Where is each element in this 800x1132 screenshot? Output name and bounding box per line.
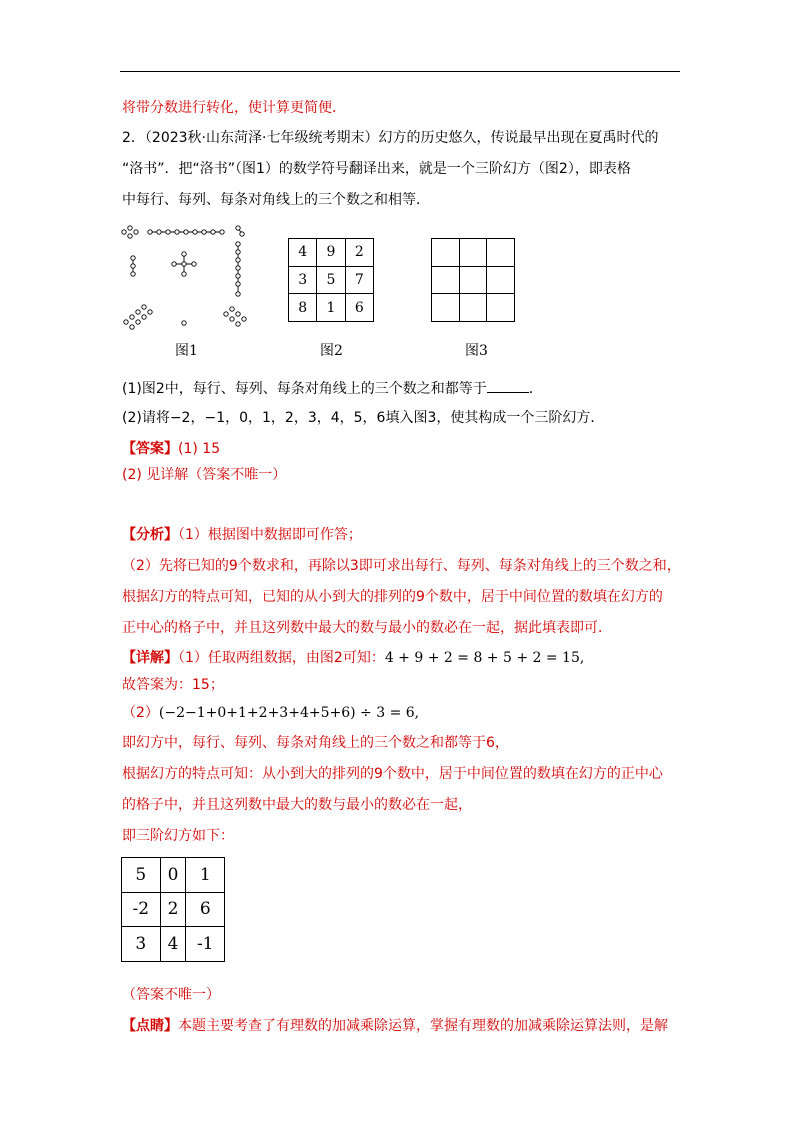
sub-question-1-text: (1)图2中，每行、每列、每条对角线上的三个数之和都等于 xyxy=(122,381,487,397)
sub-question-1 xyxy=(122,378,543,399)
table-cell xyxy=(459,239,487,267)
table-cell: 3 xyxy=(122,927,161,962)
detail-text-7: 即三阶幻方如下： xyxy=(122,828,234,844)
intro-line: 将带分数进行转化，使计算更简便． xyxy=(122,100,346,116)
table-cell: -2 xyxy=(122,892,161,927)
question-line-2: “洛书”．把“洛书”（图1）的数学符号翻译出来，就是一个三阶幻方（图2），即表格 xyxy=(122,161,631,177)
table-cell xyxy=(459,266,487,294)
figure-3-empty-grid xyxy=(431,238,515,322)
figure-1-caption: 图1 xyxy=(175,343,198,359)
table-cell xyxy=(487,266,515,294)
table-cell xyxy=(432,294,460,322)
detail-tag: 【详解】 xyxy=(122,650,178,666)
result-magic-square xyxy=(121,857,225,962)
table-row xyxy=(289,294,374,322)
table-cell: 1 xyxy=(317,294,345,322)
header-rule xyxy=(120,71,680,72)
table-cell: 2 xyxy=(345,239,373,267)
detail-text-4: 即幻方中，每行、每列、每条对角线上的三个数之和都等于6， xyxy=(122,735,509,751)
analysis-tag: 【分析】 xyxy=(122,527,178,543)
table-cell xyxy=(432,266,460,294)
table-cell: 4 xyxy=(289,239,317,267)
table-row xyxy=(432,266,515,294)
answer-blank xyxy=(487,378,529,393)
question-line-3: 中每行、每列、每条对角线上的三个数之和相等． xyxy=(122,192,430,208)
table-cell xyxy=(432,239,460,267)
table-cell xyxy=(487,239,515,267)
question-number: 2． xyxy=(122,130,145,146)
answer-tag: 【答案】 xyxy=(122,441,178,457)
table-cell: 1 xyxy=(186,858,225,893)
detail-text-5: 根据幻方的特点可知：从小到大的排列的9个数中，居于中间位置的数填在幻方的正中心 xyxy=(122,766,663,782)
figure-2-magic-square xyxy=(288,238,374,322)
analysis-line-1 xyxy=(122,525,362,545)
answer-line-1 xyxy=(122,439,220,459)
equation-2: (−2−1+0+1+2+3+4+5+6) ÷ 3 = 6, xyxy=(158,705,420,721)
table-row xyxy=(122,892,225,927)
figure-2-caption: 图2 xyxy=(320,343,343,359)
table-cell: 4 xyxy=(160,927,186,962)
comment-text: 本题主要考查了有理数的加减乘除运算，掌握有理数的加减乘除运算法则，是解 xyxy=(178,1018,668,1034)
answer-part-1: (1) 15 xyxy=(178,441,221,457)
table-cell: 5 xyxy=(122,858,161,893)
table-cell: 6 xyxy=(186,892,225,927)
detail-text-3: （2） xyxy=(122,705,159,721)
table-cell: -1 xyxy=(186,927,225,962)
table-cell: 0 xyxy=(160,858,186,893)
table-row xyxy=(432,239,515,267)
detail-text-2: 故答案为：15； xyxy=(122,677,224,693)
table-cell: 3 xyxy=(289,266,317,294)
table-cell xyxy=(487,294,515,322)
table-cell xyxy=(459,294,487,322)
analysis-text-3: 根据幻方的特点可知，已知的从小到大的排列的9个数中，居于中间位置的数填在幻方的 xyxy=(122,589,663,605)
table-row xyxy=(432,294,515,322)
question-line-1 xyxy=(122,128,658,148)
detail-text-6: 的格子中，并且这列数中最大的数与最小的数必在一起， xyxy=(122,797,472,813)
question-source: （2023秋·山东菏泽·七年级统考期末） xyxy=(144,130,379,146)
analysis-text-1: （1）根据图中数据即可作答； xyxy=(178,527,362,543)
table-cell: 5 xyxy=(317,266,345,294)
analysis-text-4: 正中心的格子中，并且这列数中最大的数与最小的数必在一起，据此填表即可． xyxy=(122,620,612,636)
table-row xyxy=(122,927,225,962)
detail-note: （答案不唯一） xyxy=(122,987,220,1003)
question-text-1: 幻方的历史悠久，传说最早出现在夏禹时代的 xyxy=(378,130,659,146)
table-row xyxy=(289,239,374,267)
detail-text-1: （1）任取两组数据，由图2可知： xyxy=(178,650,385,666)
detail-line-1 xyxy=(122,648,584,668)
comment-line xyxy=(122,1016,668,1036)
analysis-text-2: （2）先将已知的9个数求和，再除以3即可求出每行、每列、每条对角线上的三个数之和， xyxy=(122,558,681,574)
sub-question-2: (2)请将−2，−1，0，1，2，3，4，5，6填入图3，使其构成一个三阶幻方． xyxy=(122,410,605,426)
answer-part-2: (2) 见详解（答案不唯一） xyxy=(122,467,287,483)
table-cell: 9 xyxy=(317,239,345,267)
table-row xyxy=(122,858,225,893)
table-row xyxy=(289,266,374,294)
table-cell: 6 xyxy=(345,294,373,322)
equation-1: 4 + 9 + 2 = 8 + 5 + 2 = 15, xyxy=(384,650,585,666)
figure-3-caption: 图3 xyxy=(465,343,488,359)
sub-question-1-end: ． xyxy=(528,381,543,397)
table-cell: 8 xyxy=(289,294,317,322)
table-cell: 7 xyxy=(345,266,373,294)
comment-tag: 【点睛】 xyxy=(122,1018,178,1034)
detail-line-3 xyxy=(122,703,419,723)
luoshu-figure xyxy=(118,222,250,334)
table-cell: 2 xyxy=(160,892,186,927)
